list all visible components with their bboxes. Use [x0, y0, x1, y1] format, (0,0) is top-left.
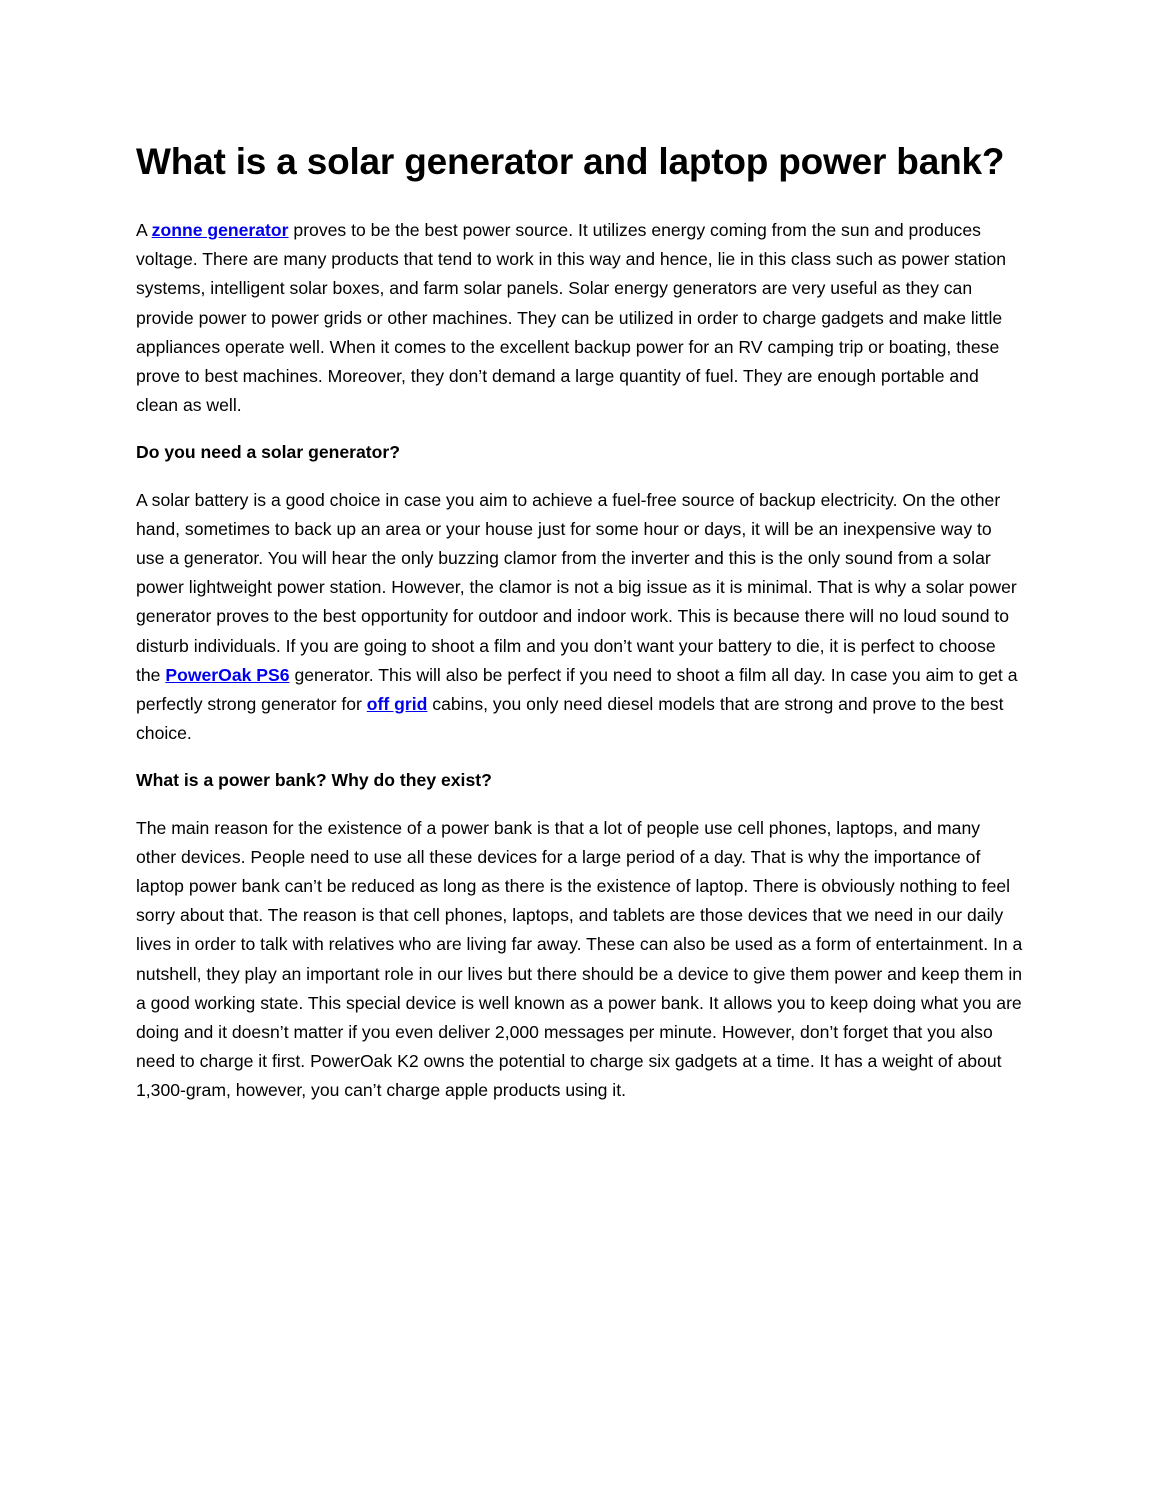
- intro-text-start: A: [136, 220, 152, 240]
- solar-text-start: A solar battery is a good choice in case you aim to achieve a fuel-free source of backup electricity. On the other hand, sometimes to back up an area or your house just for some hour or days, it will be an inexpensive way to use a generator. You will hear the only buzzing clamor from the inverter and this is the only sound from a solar power lightweight power station. However, the clamor is not a big issue as it is minimal. That is why a solar power generator proves to the best opportunity for outdoor and indoor work. This is because there will no loud sound to disturb individuals. If you are going to shoot a film and you don’t want your battery to die, it is perfect to choose the: [136, 489, 1017, 685]
- solar-generator-paragraph: [136, 486, 1024, 749]
- page-title: What is a solar generator and laptop power bank?: [136, 141, 1005, 182]
- solar-text-middle: generator. This will also be perfect if you need to shoot a film all day. In case you aim to get a perfectly strong generator for: [136, 664, 1018, 715]
- intro-text-rest: proves to be the best power source. It utilizes energy coming from the sun and produces voltage. There are many products that tend to work in this way and hence, lie in this class such as power station systems, intelligent solar boxes, and farm solar panels. Solar energy generators are very useful as they can provide power to power grids or other machines. They can be utilized in order to charge gadgets and make little appliances operate well. When it comes to the excellent backup power for an RV camping trip or boating, these prove to best machines. Moreover, they don’t demand a large quantity of fuel. They are enough portable and clean as well.: [136, 220, 1007, 416]
- document-page: [136, 138, 1024, 1124]
- section-heading-power-bank: What is a power bank? Why do they exist?: [136, 770, 492, 791]
- power-bank-paragraph: The main reason for the existence of a power bank is that a lot of people use cell phones, laptops, and many other devices. People need to use all these devices for a large period of a day. That is why the importance of laptop power bank can’t be reduced as long as there is the existence of laptop. There is obviously nothing to feel sorry about that. The reason is that cell phones, laptops, and tablets are those devices that we need in our daily lives in order to talk with relatives who are living far away. These can also be used as a form of entertainment. In a nutshell, they play an important role in our lives but there should be a device to give them power and keep them in a good working state. This special device is well known as a power bank. It allows you to keep doing what you are doing and it doesn’t matter if you even deliver 2,000 messages per minute. However, don’t forget that you also need to charge it first. PowerOak K2 owns the potential to charge six gadgets at a time. It has a weight of about 1,300-gram, however, you can’t charge apple products using it.: [136, 817, 1023, 1101]
- solar-text-end: cabins, you only need diesel models that are strong and prove to the best choice.: [136, 694, 1004, 744]
- poweroak-ps6-link[interactable]: PowerOak PS6: [165, 664, 290, 685]
- intro-paragraph: [136, 216, 1024, 420]
- off-grid-link[interactable]: off grid: [366, 694, 428, 715]
- section-heading-solar-generator: Do you need a solar generator?: [136, 442, 400, 463]
- zonne-generator-link[interactable]: zonne generator: [151, 220, 289, 240]
